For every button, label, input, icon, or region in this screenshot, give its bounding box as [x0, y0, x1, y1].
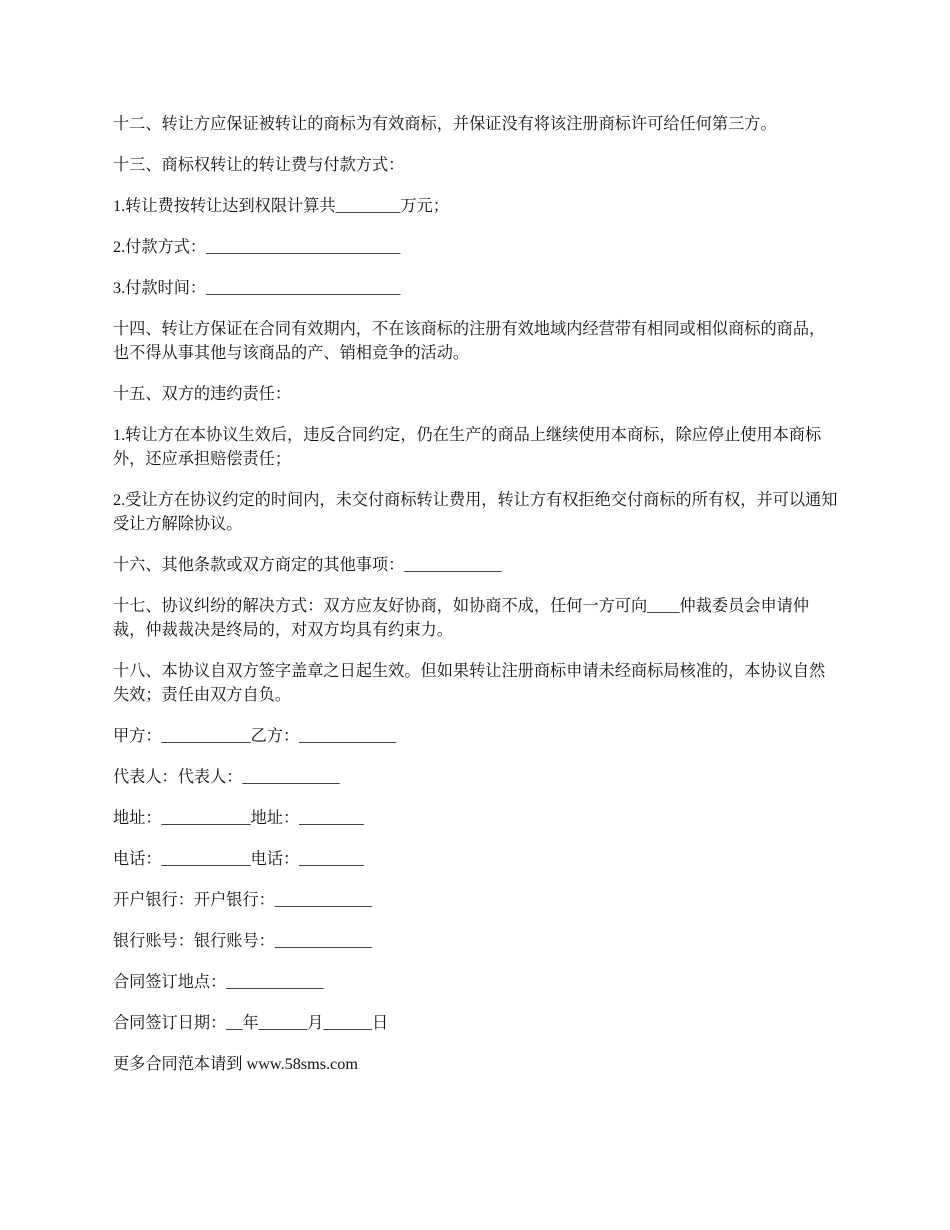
phone-line: 电话：___________电话：________: [113, 850, 364, 868]
contract-page: [113, 112, 841, 1093]
bank-line: 开户银行：开户银行：____________: [113, 891, 372, 909]
party-line: 甲方：___________乙方：____________: [113, 727, 397, 745]
clause-16: 十六、其他条款或双方商定的其他事项：____________: [113, 556, 502, 574]
clause-15-item-1: 1.转让方在本协议生效后，违反合同约定，仍在生产的商品上继续使用本商标，除应停止使用本商标外，还应承担赔偿责任；: [113, 426, 822, 468]
clause-17: 十七、协议纠纷的解决方式：双方应友好协商，如协商不成，任何一方可向____仲裁委员会申请仲裁，仲裁裁决是终局的，对双方均具有约束力。: [113, 597, 810, 639]
footer-note: 更多合同范本请到 www.58sms.com: [113, 1055, 358, 1073]
clause-13-item-1: 1.转让费按转让达到权限计算共________万元；: [113, 197, 449, 215]
address-line: 地址：___________地址：________: [113, 809, 364, 827]
signing-date-line: 合同签订日期：__年______月______日: [113, 1014, 389, 1032]
account-line: 银行账号：银行账号：____________: [113, 932, 372, 950]
clause-13-item-2: 2.付款方式：________________________: [113, 238, 401, 256]
representative-line: 代表人：代表人：____________: [113, 768, 340, 786]
clause-12: 十二、转让方应保证被转让的商标为有效商标，并保证没有将该注册商标许可给任何第三方。: [113, 115, 777, 133]
clause-13-heading: 十三、商标权转让的转让费与付款方式：: [113, 156, 405, 174]
signing-place-line: 合同签订地点：____________: [113, 973, 324, 991]
clause-14: 十四、转让方保证在合同有效期内，不在该商标的注册有效地域内经营带有相同或相似商标的商品，也不得从事其他与该商品的产、销相竞争的活动。: [113, 320, 826, 362]
clause-18: 十八、本协议自双方签字盖章之日起生效。但如果转让注册商标申请未经商标局核准的，本协议自然失效；责任由双方自负。: [113, 662, 826, 704]
clause-15-heading: 十五、双方的违约责任：: [113, 385, 292, 403]
clause-15-item-2: 2.受让方在协议约定的时间内，未交付商标转让费用，转让方有权拒绝交付商标的所有权，并可以通知受让方解除协议。: [113, 491, 838, 533]
clause-13-item-3: 3.付款时间：________________________: [113, 279, 401, 297]
